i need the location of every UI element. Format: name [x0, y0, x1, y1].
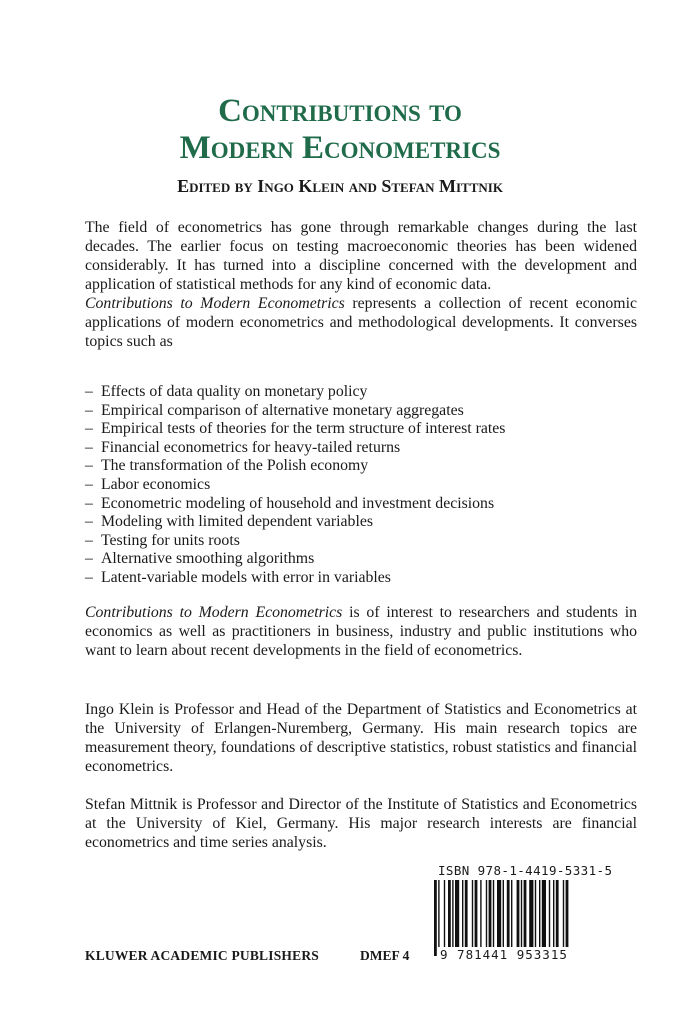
topic-text: Empirical comparison of alternative monetary aggregates [101, 401, 464, 419]
topic-text: Effects of data quality on monetary policy [101, 383, 368, 400]
book-title-italic: Contributions to Modern Econometrics [85, 295, 345, 312]
list-dash: – [85, 568, 93, 586]
topic-text: Latent-variable models with error in variables [101, 568, 391, 586]
title-line-2: Modern Econometrics [179, 130, 501, 166]
list-dash: – [85, 475, 93, 493]
topic-text: Alternative smoothing algorithms [101, 550, 315, 568]
publisher-name: KLUWER ACADEMIC PUBLISHERS [85, 948, 319, 963]
barcode-image [430, 880, 640, 956]
topic-list-item [85, 457, 637, 476]
intro-paragraph: The field of econometrics has gone through remarkable changes during the last decades. The earlier focus on testing macroeconomic theories has been widened considerably. It has turned into a discipline concerned with the development and application of statistical methods for any kind of economic data. [85, 219, 637, 293]
mittnik-bio-section [85, 795, 637, 852]
list-dash: – [85, 513, 93, 531]
topic-list-item [85, 383, 637, 402]
list-dash: – [85, 383, 93, 400]
topic-text: Labor economics [101, 475, 211, 493]
topic-list-item [85, 550, 637, 569]
isbn-label: ISBN 978-1-4419-5331-5 [438, 863, 613, 878]
list-dash: – [85, 401, 93, 419]
editors-line: Edited by Ingo Klein and Stefan Mittnik [177, 176, 503, 196]
topic-text: Financial econometrics for heavy-tailed returns [101, 438, 401, 456]
topic-list-item [85, 532, 637, 551]
list-dash: – [85, 550, 93, 568]
klein-bio: Ingo Klein is Professor and Head of the Department of Statistics and Econometrics at the University of Erlangen-Nuremberg, Germany. His main research topics are measurement theory, foundations of descriptive statistics, robust statistics and financial econometrics. [85, 701, 637, 775]
list-dash: – [85, 494, 93, 512]
series-code: DMEF 4 [360, 948, 410, 963]
list-dash: – [85, 531, 93, 549]
collection-text: represents a collection of recent economic applications of modern econometrics and methodological developments. It converses topics such as [85, 295, 637, 350]
topic-list-item [85, 495, 637, 514]
barcode-number: 9 781441 953315 [440, 947, 568, 962]
topic-list-item [85, 420, 637, 439]
interest-text: is of interest to researchers and students in economics as well as practitioners in business, industry and public institutions who want to learn about recent developments in the field of econometrics. [85, 604, 637, 659]
topic-text: Testing for units roots [101, 531, 240, 549]
list-dash: – [85, 438, 93, 456]
book-title-italic-2: Contributions to Modern Econometrics [85, 604, 343, 621]
topic-text: Econometric modeling of household and investment decisions [101, 494, 495, 512]
topic-list-item [85, 439, 637, 458]
title-line-1: Contributions to [218, 93, 462, 129]
topic-list [85, 383, 637, 588]
list-dash: – [85, 420, 93, 438]
klein-bio-section [85, 700, 637, 776]
topic-text: Empirical tests of theories for the term structure of interest rates [101, 420, 506, 438]
list-dash: – [85, 457, 93, 475]
collection-paragraph [85, 294, 637, 351]
topic-list-item [85, 476, 637, 495]
intro-section [85, 218, 637, 351]
topic-text: The transformation of the Polish economy [101, 457, 369, 475]
topic-list-item [85, 402, 637, 421]
mittnik-bio: Stefan Mittnik is Professor and Director of the Institute of Statistics and Econometrics at the University of Kiel, Germany. His major research interests are financial econometrics and time series analysis. [85, 796, 637, 851]
topic-text: Modeling with limited dependent variables [101, 513, 373, 531]
interest-paragraph [85, 603, 637, 660]
topic-list-item [85, 569, 637, 588]
topic-list-item [85, 513, 637, 532]
interest-section [85, 603, 637, 660]
